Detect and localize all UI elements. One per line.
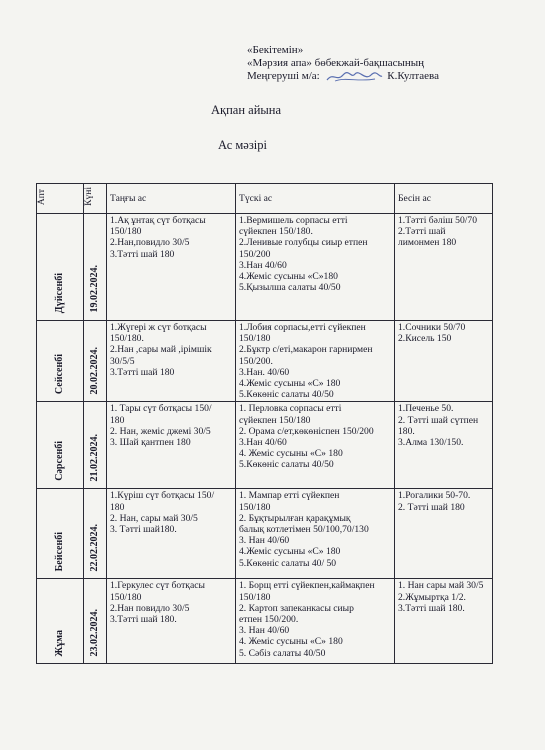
- menu-line: 1.Ақ ұнтақ сүт ботқасы: [110, 215, 206, 226]
- menu-line: 2. Нан, жеміс джемі 30/5: [110, 425, 211, 437]
- menu-line: 150/180: [110, 591, 142, 603]
- menu-line: 3.Нан 40/60: [239, 259, 287, 271]
- weekday-cell: Сәрсенбі: [37, 402, 84, 489]
- weekday-cell: Бейсенбі: [37, 489, 84, 579]
- menu-line: 3.Тәтті шай 180.: [110, 614, 177, 626]
- menu-line: 1.Вермишель сорпасы етті: [239, 215, 348, 226]
- signature-icon: [325, 70, 383, 83]
- breakfast-cell: [107, 214, 236, 321]
- approval-line-1: «Бекітемін»: [247, 44, 304, 56]
- approval-line-3: [247, 70, 439, 83]
- menu-line: 5.Көкөніс салаты 40/50: [239, 459, 334, 471]
- header-dinner: Бесін ас: [395, 184, 493, 214]
- table-row: [37, 214, 493, 321]
- dinner-cell: [395, 321, 493, 402]
- menu-line: 1. Мампар етті сүйекпен: [239, 490, 340, 502]
- menu-line: 2.Тәтті шай: [398, 226, 446, 238]
- menu-line: 3.Тәтті шай 180.: [398, 602, 465, 614]
- menu-line: 2. Нан, сары май 30/5: [110, 512, 198, 524]
- menu-line: 3.Тәтті шай 180: [110, 248, 175, 260]
- menu-line: 2.Нан повидло 30/5: [110, 602, 190, 614]
- menu-line: 30/5/5: [110, 355, 135, 367]
- menu-line: 1.Жүгері ж сүт ботқасы: [110, 322, 207, 333]
- menu-line: 1.Күріш сүт ботқасы 150/: [110, 490, 215, 502]
- menu-line: 3. Нан 40/60: [239, 625, 290, 637]
- menu-line: 2.Ленивые голубцы сиыр етпен: [239, 237, 368, 249]
- menu-line: 4. Жеміс сусыны «С» 180: [239, 448, 343, 460]
- menu-line: 2. Картоп запеканкасы сиыр: [239, 602, 354, 614]
- menu-line: 180: [110, 414, 125, 426]
- menu-line: 3. Нан 40/60: [239, 535, 290, 547]
- dinner-cell: [395, 214, 493, 321]
- menu-line: 3.Алма 130/150.: [398, 437, 464, 449]
- menu-line: 1. Тары сүт ботқасы 150/: [110, 403, 212, 415]
- menu-line: сүйекпен 150/180: [239, 414, 311, 426]
- month-heading: Ақпан айына: [211, 103, 282, 117]
- menu-line: 150/200.: [239, 355, 273, 367]
- table-row: [37, 321, 493, 402]
- menu-line: 4.Жеміс сусыны «С»180: [239, 271, 338, 283]
- menu-line: 4.Жеміс сусыны «С» 180: [239, 378, 341, 390]
- breakfast-cell: [107, 579, 236, 664]
- date-cell: 22.02.2024.: [84, 489, 107, 579]
- menu-line: 1.Тәтті бәліш 50/70: [398, 215, 477, 226]
- weekday-cell: Дүйсенбі: [37, 214, 84, 321]
- menu-line: 2. Бұқтырылған қарақұмық: [239, 512, 351, 524]
- menu-line: 5.Көкөніс салаты 40/50: [239, 389, 334, 401]
- menu-line: 150/180: [239, 591, 271, 603]
- menu-line: 5.Қызылша салаты 40/50: [239, 282, 341, 294]
- table-row: [37, 489, 493, 579]
- lunch-cell: [236, 321, 395, 402]
- menu-line: 5. Сәбіз салаты 40/50: [239, 647, 326, 659]
- table-header-row: [37, 184, 493, 214]
- menu-line: 150/200: [239, 248, 271, 260]
- header-lunch: Түскі ас: [236, 184, 395, 214]
- menu-title: Ас мәзірі: [218, 138, 267, 152]
- menu-line: 3. Тәтті шай180.: [110, 524, 177, 536]
- table-row: [37, 402, 493, 489]
- date-cell: 20.02.2024.: [84, 321, 107, 402]
- breakfast-cell: [107, 489, 236, 579]
- menu-line: 1.Геркулес сүт ботқасы: [110, 580, 205, 592]
- lunch-cell: [236, 214, 395, 321]
- table-row: [37, 579, 493, 664]
- menu-line: 3.Нан 40/60: [239, 437, 287, 449]
- menu-line: 3.Тәтті шай 180: [110, 366, 175, 378]
- menu-line: 1.Печенье 50.: [398, 403, 454, 415]
- date-cell: 21.02.2024.: [84, 402, 107, 489]
- menu-line: 3.Нан. 40/60: [239, 366, 290, 378]
- menu-line: 150/180: [239, 501, 271, 513]
- menu-line: лимонмен 180: [398, 237, 457, 249]
- weekday-cell: Сейсенбі: [37, 321, 84, 402]
- menu-line: 180.: [398, 425, 415, 437]
- menu-line: 150/180: [110, 226, 142, 238]
- approval-role: Меңгеруші м/а:: [247, 70, 320, 83]
- menu-line: 1.Рогалики 50-70.: [398, 490, 471, 502]
- menu-line: 2.Бұктр с/еті,макарон гарнирмен: [239, 344, 373, 356]
- menu-line: 4. Жеміс сусыны «С» 180: [239, 636, 343, 648]
- menu-line: 3. Шай қантпен 180: [110, 437, 191, 449]
- breakfast-cell: [107, 402, 236, 489]
- menu-line: 180: [110, 501, 125, 513]
- menu-line: сүйекпен 150/180.: [239, 226, 313, 238]
- breakfast-cell: [107, 321, 236, 402]
- dinner-cell: [395, 579, 493, 664]
- weekday-cell: Жұма: [37, 579, 84, 664]
- menu-line: етпен 150/200.: [239, 614, 299, 626]
- approval-block: [247, 44, 439, 83]
- header-breakfast: Таңғы ас: [107, 184, 236, 214]
- menu-line: 150/180.: [110, 333, 144, 345]
- menu-line: 2.Кисель 150: [398, 333, 452, 345]
- menu-line: 1.Лобия сорпасы,етті сүйекпен: [239, 322, 366, 333]
- lunch-cell: [236, 402, 395, 489]
- menu-line: 1. Нан сары май 30/5: [398, 580, 484, 592]
- menu-table: [36, 183, 493, 664]
- header-day: Күні: [84, 184, 107, 214]
- header-week: Апт: [37, 184, 84, 214]
- date-cell: 19.02.2024.: [84, 214, 107, 321]
- lunch-cell: [236, 489, 395, 579]
- menu-line: балық котлетімен 50/100,70/130: [239, 524, 369, 536]
- menu-line: 2. Тәтті шай сүтпен: [398, 414, 479, 426]
- dinner-cell: [395, 489, 493, 579]
- lunch-cell: [236, 579, 395, 664]
- menu-line: 150/180: [239, 333, 271, 345]
- menu-line: 1. Борщ етті сүйекпен,каймақпен: [239, 580, 375, 592]
- menu-line: 2.Нан ,сары май ,ірімшік: [110, 344, 212, 356]
- menu-line: 4.Жеміс сусыны «С» 180: [239, 546, 341, 558]
- menu-line: 2.Нан,повидло 30/5: [110, 237, 190, 249]
- date-cell: 23.02.2024.: [84, 579, 107, 664]
- approval-line-2: «Мәрзия апа» бөбекжай-бақшасының: [247, 57, 425, 69]
- menu-line: 2. Тәтті шай 180: [398, 501, 465, 513]
- approval-name: К.Култаева: [387, 70, 439, 83]
- menu-line: 2. Орама с/ет,көкөніспен 150/200: [239, 425, 374, 437]
- dinner-cell: [395, 402, 493, 489]
- menu-line: 1. Перловка сорпасы етті: [239, 403, 342, 415]
- menu-line: 2.Жұмыртқа 1/2.: [398, 591, 466, 603]
- menu-line: 1.Сочники 50/70: [398, 322, 466, 333]
- menu-line: 5.Көкөніс салаты 40/ 50: [239, 557, 337, 569]
